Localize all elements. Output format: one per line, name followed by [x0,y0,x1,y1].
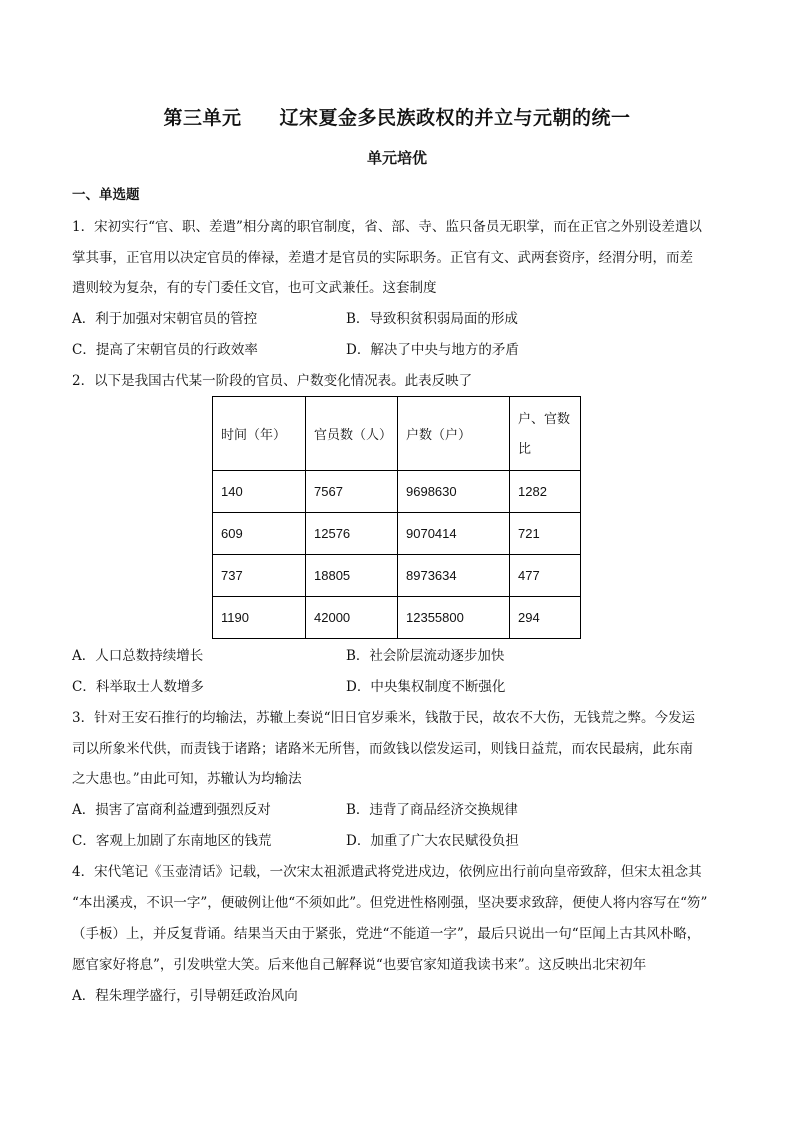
table-cell: 609 [213,513,306,555]
q4-stem-line: （手板）上，并反复背诵。结果当天由于紧张，党进“不能道一字”，最后只说出一句“臣闻上古其风朴略， [72,926,701,942]
q4-stem-line: 愿官家好将息”，引发哄堂大笑。后来他自己解释说“也要官家知道我读书来”。这反映出北宋初年 [72,957,647,973]
officials-households-table [212,396,581,639]
table-cell: 9070414 [398,513,510,555]
q1-stem-line: 遣则较为复杂，有的专门委任文官，也可文武兼任。这套制度 [72,280,437,296]
table-cell: 8973634 [398,555,510,597]
table-cell: 1190 [213,597,306,639]
q3-stem-line: 之大患也。”由此可知，苏辙认为均输法 [72,771,302,787]
q4-stem-line: “本出溪戎，不识一字”，便破例让他“不须如此”。但党进性格刚强，坚决要求致辞，便使人将内容写在“笏” [72,895,708,911]
table-cell: 9698630 [398,471,510,513]
table-cell: 18805 [306,555,398,597]
section-heading: 一、单选题 [72,187,140,203]
table-cell: 140 [213,471,306,513]
table-header-cell: 时间（年） [213,397,306,471]
table-row [213,597,581,639]
table-cell: 42000 [306,597,398,639]
table-cell: 721 [510,513,581,555]
table-row [213,555,581,597]
q2-option-c[interactable]: C．科举取士人数增多 [72,679,204,695]
table-row [213,513,581,555]
table-row [213,471,581,513]
table-cell: 477 [510,555,581,597]
table-cell: 12576 [306,513,398,555]
page-subtitle: 单元培优 [366,149,427,167]
q2-option-d[interactable]: D．中央集权制度不断强化 [346,679,506,695]
q3-option-b[interactable]: B．违背了商品经济交换规律 [346,802,518,818]
page-title [0,103,794,130]
q4-stem-line: 4．宋代笔记《玉壶清话》记载，一次宋太祖派遣武将党进戍边，依例应出行前向皇帝致辞，但宋太祖念其 [72,864,702,880]
q3-stem-line: 司以所象米代供，而责钱于诸路；诸路米无所售，而敛钱以偿发运司，则钱日益荒，而农民最病，此东南 [72,741,693,757]
q1-option-b[interactable]: B．导致积贫积弱局面的形成 [346,311,518,327]
table-cell: 12355800 [398,597,510,639]
table-cell: 7567 [306,471,398,513]
q1-stem-line: 1．宋初实行“官、职、差遣”相分离的职官制度，省、部、寺、监只备员无职掌，而在正官之外别设差遣以 [72,219,702,235]
q3-stem-line: 3．针对王安石推行的均输法，苏辙上奏说“旧日官岁乘米，钱散于民，故农不大伤，无钱荒之弊。今发运 [72,710,695,726]
q1-option-d[interactable]: D．解决了中央与地方的矛盾 [346,342,519,358]
q2-stem: 2．以下是我国古代某一阶段的官员、户数变化情况表。此表反映了 [72,373,473,389]
q1-option-a[interactable]: A．利于加强对宋朝官员的管控 [72,311,258,327]
q2-option-a[interactable]: A．人口总数持续增长 [72,648,204,664]
q1-option-c[interactable]: C．提高了宋朝官员的行政效率 [72,342,258,358]
q3-option-d[interactable]: D．加重了广大农民赋役负担 [346,833,519,849]
table-header-cell: 户数（户） [398,397,510,471]
q1-stem-line: 掌其事，正官用以决定官员的俸禄，差遣才是官员的实际职务。正官有文、武两套资序，经渭分明，而差 [72,250,693,266]
table-cell: 294 [510,597,581,639]
q2-option-b[interactable]: B．社会阶层流动逐步加快 [346,648,505,664]
q3-option-a[interactable]: A．损害了富商利益遭到强烈反对 [72,802,271,818]
table-header-row [213,397,581,471]
q4-option-a[interactable]: A．程朱理学盛行，引导朝廷政治风向 [72,988,298,1004]
unit-label: 第三单元 [163,107,242,129]
table-header-cell: 官员数（人） [306,397,398,471]
unit-title: 辽宋夏金多民族政权的并立与元朝的统一 [279,107,631,129]
table-header-cell: 户、官数比 [510,397,581,471]
table-cell: 1282 [510,471,581,513]
q3-option-c[interactable]: C．客观上加剧了东南地区的钱荒 [72,833,272,849]
table-cell: 737 [213,555,306,597]
